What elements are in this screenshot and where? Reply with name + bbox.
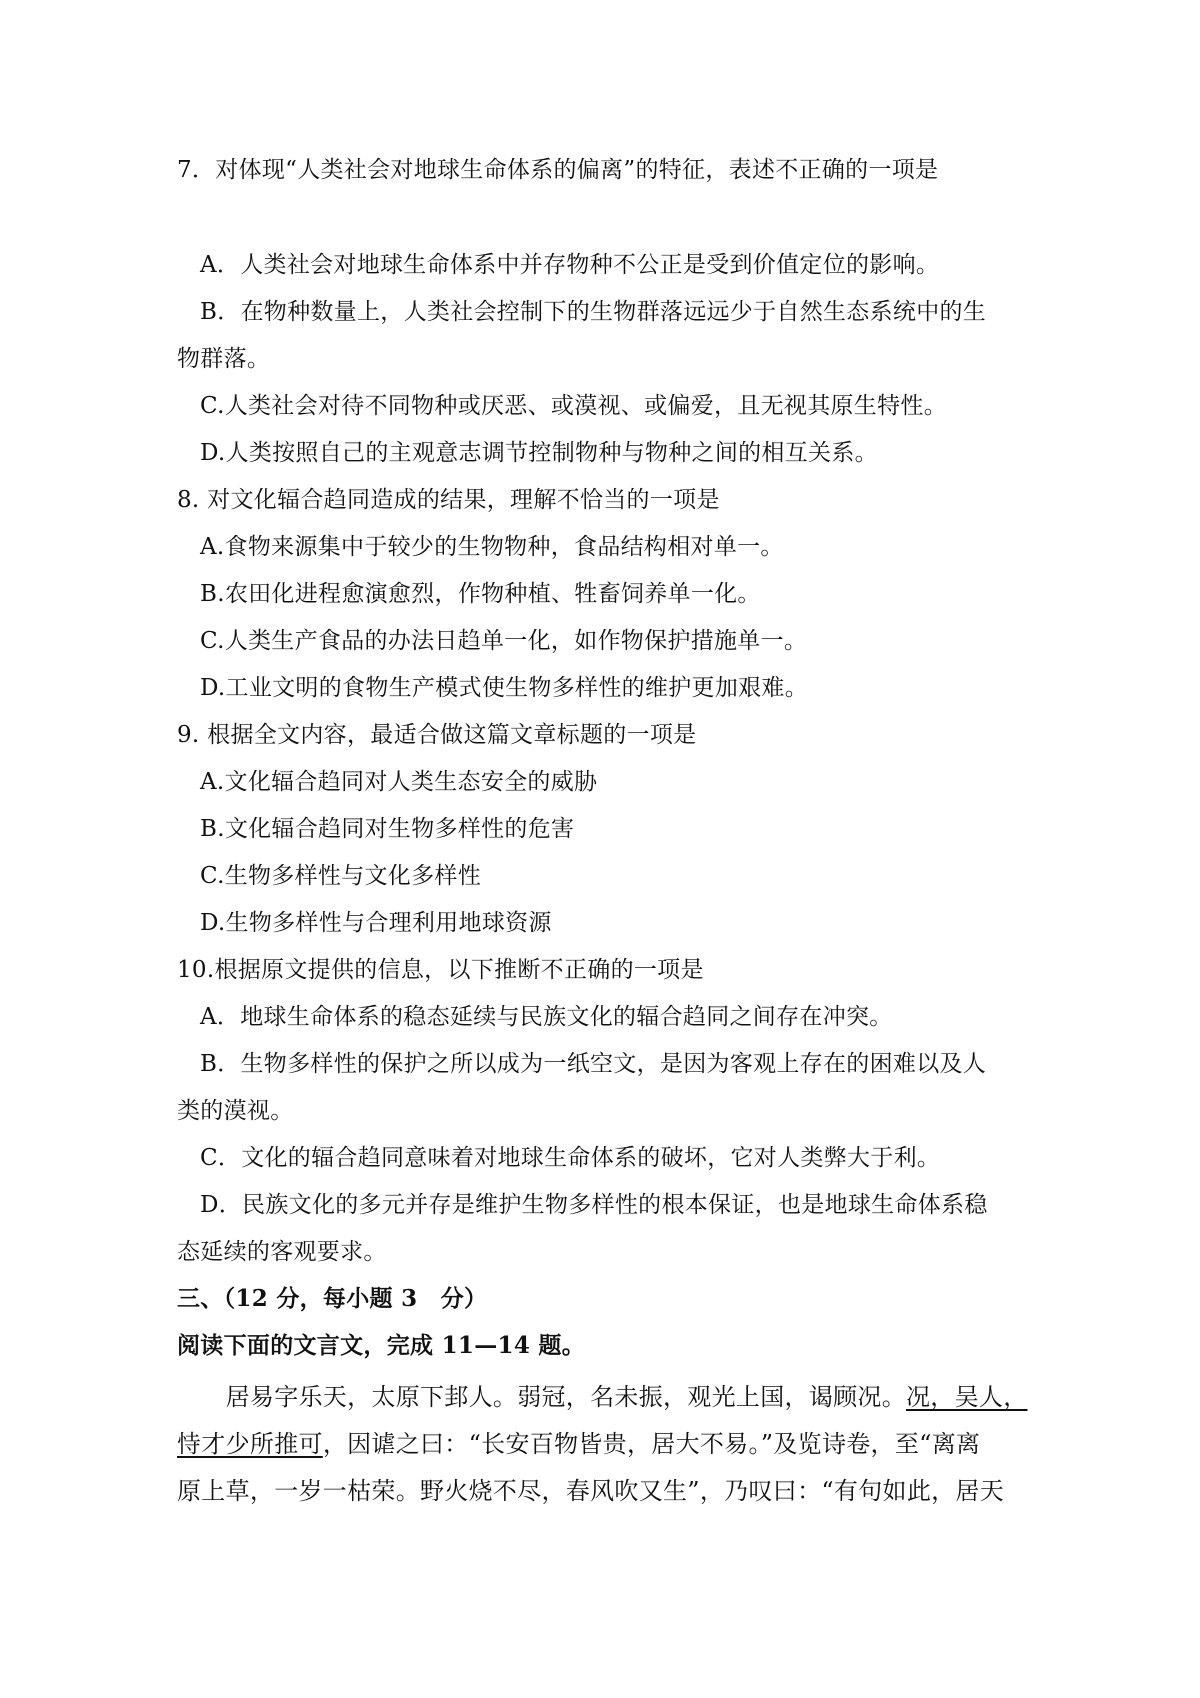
passage-line-1 bbox=[177, 1381, 1028, 1413]
question-8-option-c: C.人类生产食品的办法日趋单一化，如作物保护措施单一。 bbox=[200, 628, 808, 654]
question-9-stem: 9. 根据全文内容，最适合做这篇文章标题的一项是 bbox=[177, 722, 697, 748]
section-3-heading: 三、（12 分，每小题 3 分） bbox=[177, 1285, 488, 1312]
question-10-option-b-line2: 类的漠视。 bbox=[177, 1098, 294, 1124]
question-10-option-c: C．文化的辐合趋同意味着对地球生命体系的破坏，它对人类弊大于利。 bbox=[200, 1145, 941, 1171]
passage-underlined-phrase-1: 况，吴人， bbox=[906, 1383, 1028, 1411]
question-7-option-a: A．人类社会对地球生命体系中并存物种不公正是受到价值定位的影响。 bbox=[200, 252, 940, 278]
question-7-option-d: D.人类按照自己的主观意志调节控制物种与物种之间的相互关系。 bbox=[200, 440, 878, 466]
question-7-option-b-line1: B．在物种数量上，人类社会控制下的生物群落远远少于自然生态系统中的生 bbox=[200, 299, 987, 325]
question-10-stem: 10.根据原文提供的信息，以下推断不正确的一项是 bbox=[177, 957, 704, 983]
question-9-option-a: A.文化辐合趋同对人类生态安全的威胁 bbox=[200, 769, 598, 795]
question-7-option-b-line2: 物群落。 bbox=[177, 346, 271, 372]
question-10-option-b-line1: B．生物多样性的保护之所以成为一纸空文，是因为客观上存在的困难以及人 bbox=[200, 1051, 987, 1077]
question-10-option-d-line2: 态延续的客观要求。 bbox=[177, 1239, 387, 1265]
passage-line-2 bbox=[177, 1428, 980, 1460]
question-10-option-d-line1: D．民族文化的多元并存是维护生物多样性的根本保证，也是地球生命体系稳 bbox=[200, 1192, 988, 1218]
question-9-option-d: D.生物多样性与合理利用地球资源 bbox=[200, 910, 552, 936]
question-9-option-c: C.生物多样性与文化多样性 bbox=[200, 863, 481, 889]
question-9-option-b: B.文化辐合趋同对生物多样性的危害 bbox=[200, 816, 575, 842]
section-3-instruction: 阅读下面的文言文，完成 11—14 题。 bbox=[177, 1332, 586, 1359]
question-8-option-a: A.食物来源集中于较少的生物物种，食品结构相对单一。 bbox=[200, 534, 784, 560]
question-8-option-d: D.工业文明的食物生产模式使生物多样性的维护更加艰难。 bbox=[200, 675, 809, 701]
question-8-stem: 8. 对文化辐合趋同造成的结果，理解不恰当的一项是 bbox=[177, 487, 720, 513]
passage-line-2-text: ，因谑之曰：“长安百物皆贵，居大不易。”及览诗卷，至“离离 bbox=[322, 1430, 981, 1458]
question-8-option-b: B.农田化进程愈演愈烈，作物种植、牲畜饲养单一化。 bbox=[200, 581, 761, 607]
question-7-stem: 7．对体现“人类社会对地球生命体系的偏离”的特征，表述不正确的一项是 bbox=[177, 157, 939, 183]
passage-underlined-phrase-2: 恃才少所推可 bbox=[177, 1430, 323, 1458]
passage-line-1-text: 居易字乐天，太原下邽人。弱冠，名未振，观光上国，谒顾况。 bbox=[177, 1383, 906, 1411]
question-10-option-a: A．地球生命体系的稳态延续与民族文化的辐合趋同之间存在冲突。 bbox=[200, 1004, 893, 1030]
passage-line-3: 原上草，一岁一枯荣。野火烧不尽，春风吹又生”，乃叹曰：“有句如此，居天 bbox=[177, 1477, 1005, 1505]
question-7-option-c: C.人类社会对待不同物种或厌恶、或漠视、或偏爱，且无视其原生特性。 bbox=[200, 393, 947, 419]
